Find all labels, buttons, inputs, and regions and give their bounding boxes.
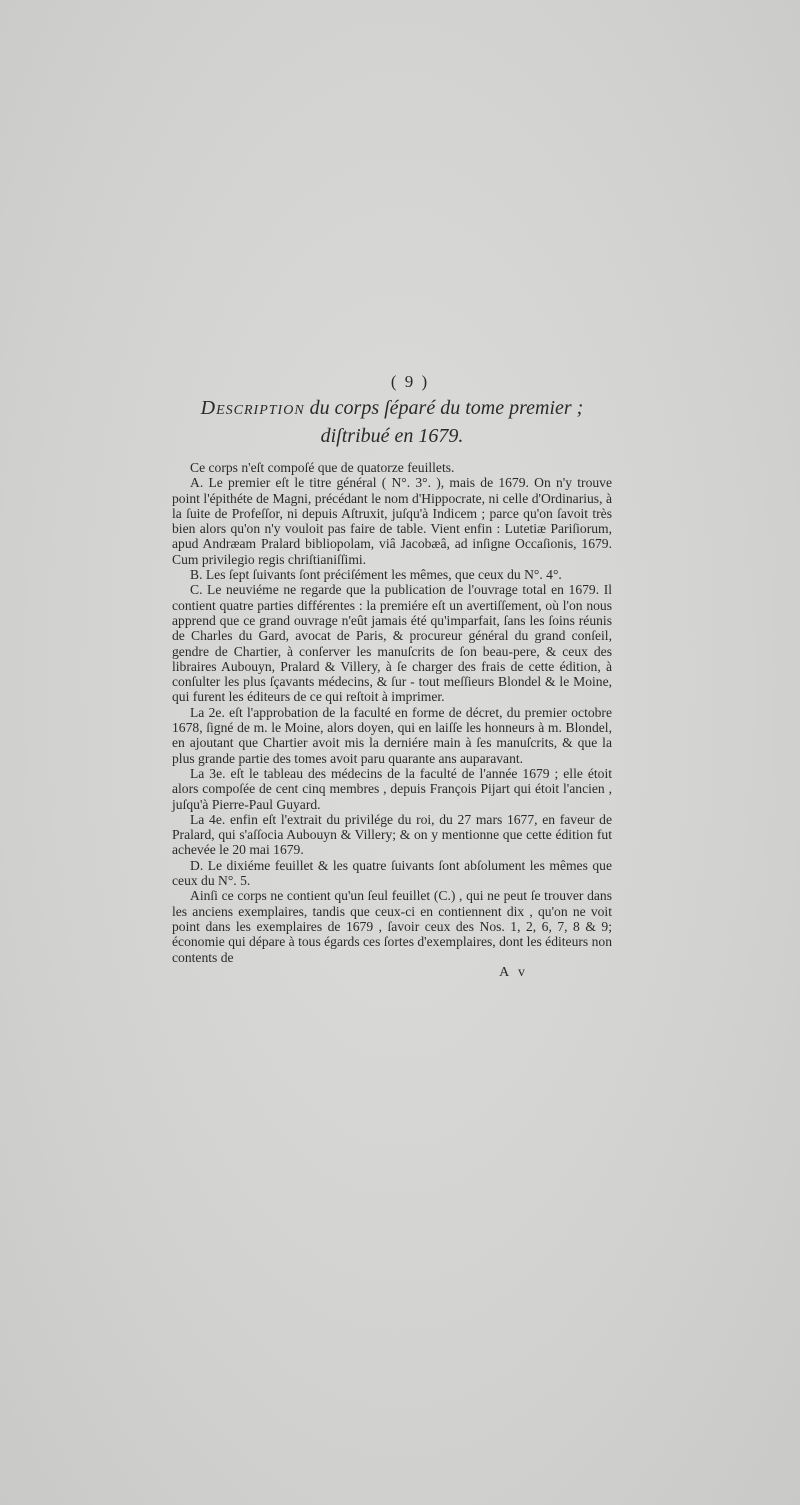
paragraph-c-3: La 3e. eſt le tableau des médecins de la faculté de l'année 1679 ; elle étoit alors compoſée de cent cinq membres , depuis François Pijart qui étoit l'ancien , juſqu'à Pierre-Paul Guyard. xyxy=(172,765,612,812)
paragraph-c-2: La 2e. eſt l'approbation de la faculté en forme de décret, du premier octobre 1678, ſigné de m. le Moine, alors doyen, qui en laiſſe les honneurs à m. Blondel, en ajoutant que Chartier avoit mis la derniére main à ſes manuſcrits, & que la plus grande partie des tomes avoit paru quarante ans auparavant. xyxy=(172,704,612,766)
paragraph-d: D. Le dixiéme feuillet & les quatre ſuivants ſont abſolument les mêmes que ceux du N°. 5. xyxy=(172,857,612,889)
page-number: ( 9 ) xyxy=(390,372,430,391)
signature-mark: A v xyxy=(499,964,528,980)
title-line-2: diſtribué en 1679. xyxy=(320,425,464,447)
paragraph-c: C. Le neuviéme ne regarde que la publication de l'ouvrage total en 1679. Il contient quatre parties différentes : la premiére eſt un avertiſſement, où l'on nous apprend que ce grand ouvrage n'eût jamais été qu'imparfait, ſans les ſoins réunis de Charles du Gard, avocat de Paris, & procureur général du grand conſeil, gendre de Chartier, à conſerver les manuſcrits de ſon beau-pere, & ceux des libraires Aubouyn, Pralard & Villery, à ſe charger des frais de cette édition, à conſulter les plus ſçavants médecins, & ſur - tout meſſieurs Blondel & le Moine, qui furent les éditeurs de ce qui reſtoit à imprimer. xyxy=(172,582,612,705)
paragraph-a: A. Le premier eſt le titre général ( N°. 3°. ), mais de 1679. On n'y trouve point l'épithéte de Magni, précédant le nom d'Hippocrate, ni celle d'Ordinarius, à la ſuite de Profeſſor, ni depuis Aſtruxit, juſqu'à Indicem ; parce qu'on ſavoit très bien alors qu'on n'y vouloit pas faire de table. Vient enfin : Lutetiæ Pariſiorum, apud Andræam Pralard bibliopolam, viâ Jacobæâ, ad inſigne Occaſionis, 1679. Cum privilegio regis chriſtianiſſimi. xyxy=(172,475,612,567)
paragraph-c-4: La 4e. enfin eſt l'extrait du privilége du roi, du 27 mars 1677, en faveur de Pralard, qui s'aſſocia Aubouyn & Villery; & on y mentionne que cette édition fut achevée le 20 mai 1679. xyxy=(172,811,612,858)
paragraph-b: B. Les ſept ſuivants ſont préciſément les mêmes, que ceux du N°. 4°. xyxy=(190,567,562,583)
paragraph-intro: Ce corps n'eſt compoſé que de quatorze feuillets. xyxy=(190,460,455,475)
page-title xyxy=(172,394,612,450)
title-rest: du corps ſéparé du tome premier ; xyxy=(304,397,584,419)
text-block xyxy=(172,372,612,981)
paragraph-conclusion: Ainſi ce corps ne contient qu'un ſeul feuillet (C.) , qui ne peut ſe trouver dans les anciens exemplaires, tandis que ceux-ci en contiennent dix , qu'on ne voit point dans les exemplaires de 1679 , ſavoir ceux des Nos. 1, 2, 6, 7, 8 & 9; économie qui dépare à tous égards ces ſortes d'exemplaires, dont les éditeurs non contents de xyxy=(172,888,612,965)
title-lead: Description xyxy=(200,397,305,419)
